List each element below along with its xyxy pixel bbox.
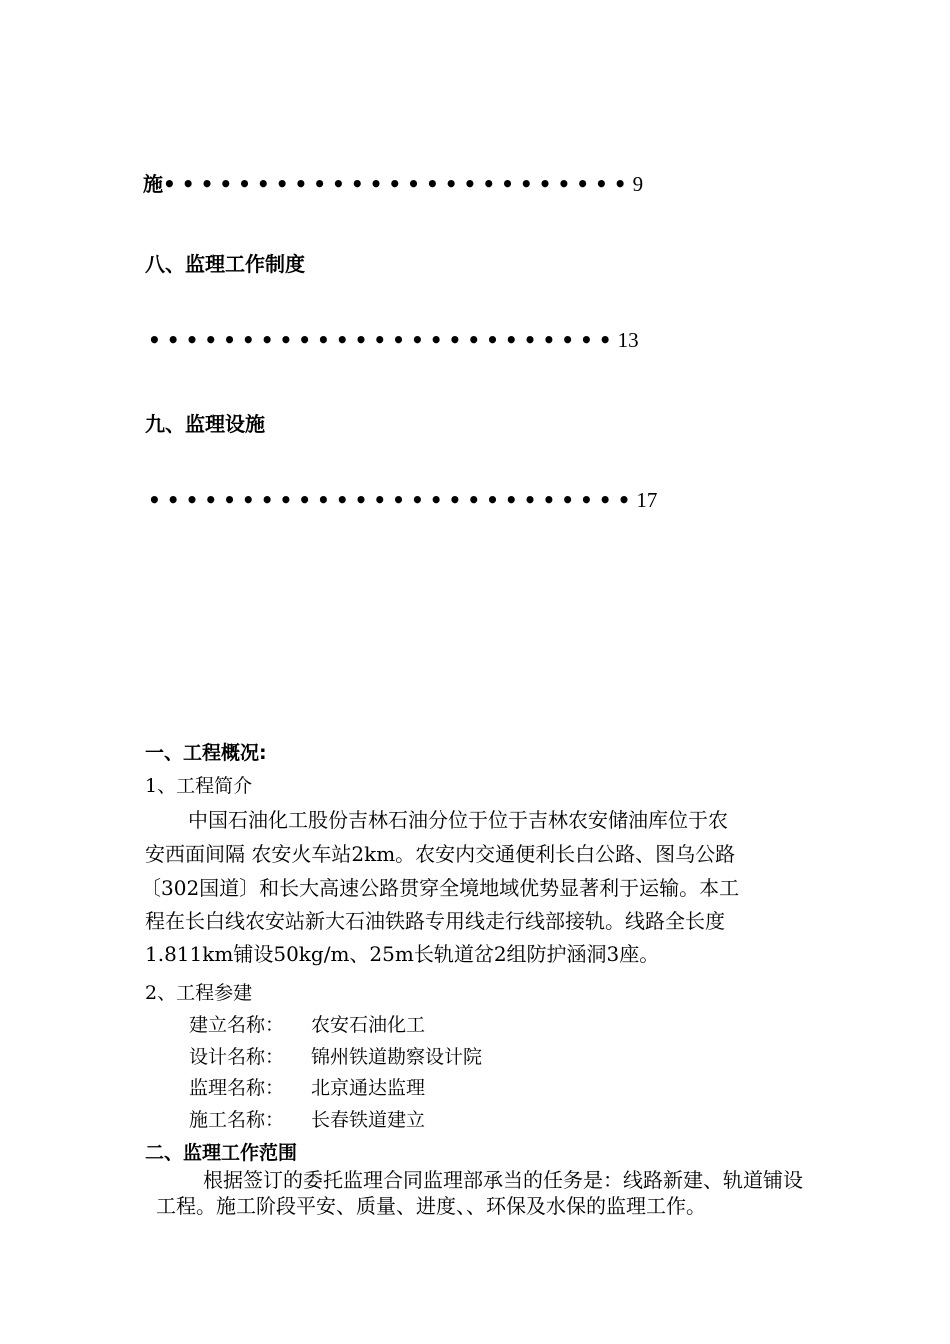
intro-line: 中国石油化工股份吉林石油分位于位于吉林农安储油库位于农: [188, 808, 728, 832]
party-row: [189, 1010, 569, 1036]
toc-entry-8-leader: [148, 328, 639, 353]
intro-line: 〔302国道〕和长大高速公路贯穿全境地域优势显著利于运输。本工: [141, 876, 740, 900]
toc-entry-9-title: 九、监理设施: [145, 412, 265, 436]
party-label: 施工名称：: [189, 1109, 285, 1131]
scope-line: 工程。施工阶段平安、质量、进度、、环保及水保的监理工作。: [156, 1194, 706, 1218]
toc-leader-dots: •••••••••••••••••••••••••: [163, 172, 633, 196]
toc-entry-title: 施: [143, 172, 163, 196]
party-label: 设计名称：: [189, 1046, 285, 1068]
toc-leader-dots: •••••••••••••••••••••••••: [148, 328, 618, 352]
intro-line: 1.811km铺设50kg/m、25m长轨道岔2组防护涵洞3座。: [145, 942, 660, 966]
toc-leader-dots: ••••••••••••••••••••••••••: [148, 488, 637, 512]
party-row: [189, 1042, 569, 1068]
toc-entry-continued: [143, 168, 643, 197]
section-1-sub-2: 2、工程参建: [145, 982, 253, 1004]
toc-page-number: 17: [636, 488, 658, 512]
toc-page-number: 13: [617, 328, 639, 352]
party-label: 监理名称：: [189, 1077, 285, 1099]
party-label: 建立名称：: [189, 1014, 285, 1036]
party-value: 锦州铁道勘察设计院: [311, 1046, 483, 1068]
scope-line: 根据签订的委托监理合同监理部承当的任务是：线路新建、轨道铺设: [203, 1168, 803, 1192]
section-1-sub-1: 1、工程简介: [145, 775, 253, 797]
intro-line: 安西面间隔 农安火车站2km。农安内交通便利长白公路、图乌公路: [145, 842, 736, 866]
section-1-heading: 一、工程概况:: [145, 742, 267, 764]
toc-entry-9-leader: [148, 488, 657, 513]
party-row: [189, 1073, 569, 1099]
party-value: 长春铁道建立: [311, 1109, 426, 1131]
party-value: 北京通达监理: [311, 1077, 426, 1099]
party-row: [189, 1105, 569, 1131]
section-2-heading: 二、监理工作范围: [145, 1142, 298, 1164]
toc-entry-8-title: 八、监理工作制度: [145, 252, 305, 276]
toc-page-number: 9: [632, 172, 644, 196]
intro-line: 程在长白线农安站新大石油铁路专用线走行线部接轨。线路全长度: [145, 909, 725, 933]
party-value: 农安石油化工: [311, 1014, 426, 1036]
